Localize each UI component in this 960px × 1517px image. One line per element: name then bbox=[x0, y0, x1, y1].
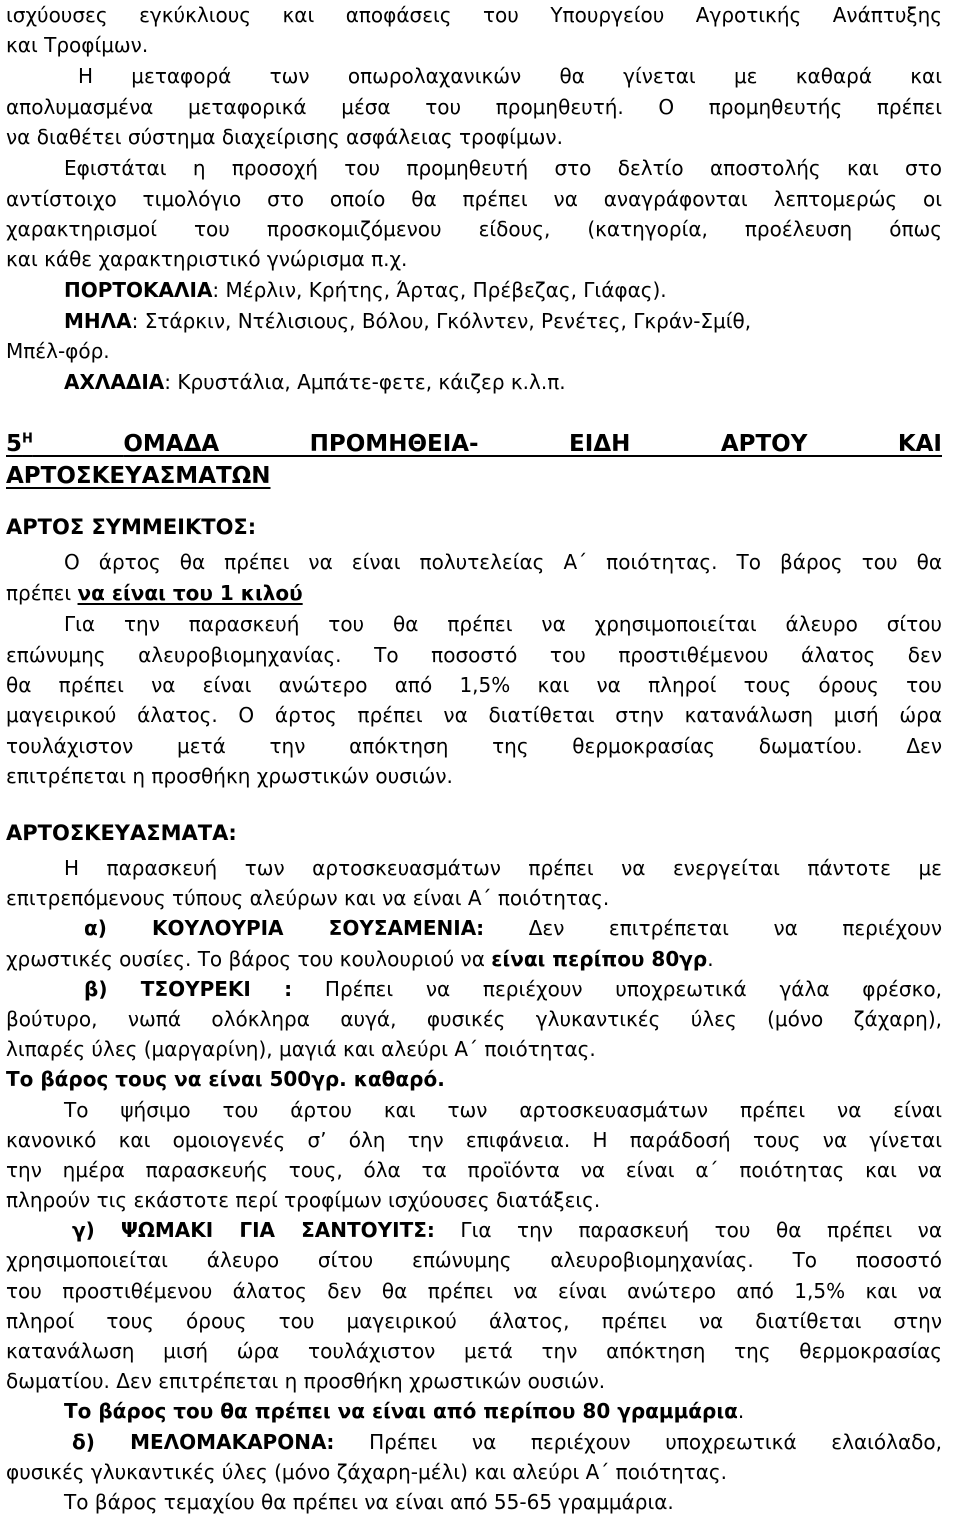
text-line: φυσικές γλυκαντικές ύλες (μόνο ζάχαρη-μέλι) και αλεύρι Α΄ ποιότητας. bbox=[6, 1460, 727, 1484]
item-c-line bbox=[72, 1215, 942, 1245]
text-line: ισχύουσες εγκύκλιους και αποφάσεις του Υπουργείου Αγροτικής Ανάπτυξης bbox=[6, 3, 942, 27]
group-heading bbox=[6, 428, 942, 460]
text-line: κανονικό και ομοιογενές σ’ όλη την επιφάνεια. Η παράδοσή τους να γίνεται bbox=[6, 1128, 942, 1152]
text-line: λιπαρές ύλες (μαργαρίνη), μαγιά και αλεύρι Α΄ ποιότητας. bbox=[6, 1037, 596, 1061]
pears-text: : Κρυστάλια, Αμπάτε-φετε, κάιζερ κ.λ.π. bbox=[164, 370, 566, 394]
weight-emphasis: είναι περίπου 80γρ bbox=[491, 947, 708, 971]
text-line: χρησιμοποιείται άλευρο σίτου επώνυμης αλευροβιομηχανίας. Το ποσοστό bbox=[6, 1248, 942, 1272]
weight-emphasis: Το βάρος του θα πρέπει να είναι από περίπου 80 γραμμάρια bbox=[64, 1399, 738, 1423]
mixed-bread-heading: ΑΡΤΟΣ ΣΥΜΜΕΙΚΤΟΣ: bbox=[6, 515, 257, 539]
text-fragment: . bbox=[737, 1399, 745, 1423]
text-line: βούτυρο, νωπά ολόκληρα αυγά, φυσικές γλυκαντικές ύλες (μόνο ζάχαρη), bbox=[6, 1007, 942, 1031]
item-c-text: Για την παρασκευή του θα πρέπει να bbox=[434, 1218, 942, 1242]
group-title: ΟΜΑΔΑ ΠΡΟΜΗΘΕΙΑ- ΕΙΔΗ ΑΡΤΟΥ ΚΑΙ bbox=[123, 431, 942, 457]
oranges-text: : Μέρλιν, Κρήτης, Άρτας, Πρέβεζας, Γιάφας). bbox=[212, 278, 667, 302]
item-b-line bbox=[84, 974, 942, 1004]
text-fragment: χρωστικές ουσίες. Το βάρος του κουλουριού να bbox=[6, 947, 492, 971]
oranges-line bbox=[64, 275, 960, 305]
text-line: αντίστοιχο τιμολόγιο στο οποίο θα πρέπει να αναγράφονται λεπτομερώς οι bbox=[6, 187, 942, 211]
pears-label: ΑΧΛΑΔΙΑ bbox=[64, 370, 165, 394]
group-heading-line2: ΑΡΤΟΣΚΕΥΑΣΜΑΤΩΝ bbox=[6, 463, 271, 489]
text-line: χαρακτηρισμοί του προσκομιζόμενου είδους, (κατηγορία, προέλευση όπως bbox=[6, 217, 942, 241]
text-line: Μπέλ-φόρ. bbox=[6, 339, 110, 363]
text-line bbox=[6, 944, 942, 974]
item-b-label: β) ΤΣΟΥΡΕΚΙ : bbox=[84, 977, 293, 1001]
text-line: επώνυμης αλευροβιομηχανίας. Το ποσοστό του προστιθέμενου άλατος δεν bbox=[6, 643, 942, 667]
text-line: του προστιθέμενου άλατος δεν θα πρέπει να είναι ανώτερο από 1,5% και να bbox=[6, 1279, 942, 1303]
text-line: Ο άρτος θα πρέπει να είναι πολυτελείας Α΄ ποιότητας. Το βάρος του θα bbox=[64, 550, 942, 574]
item-d-label: δ) ΜΕΛΟΜΑΚΑΡΟΝΑ: bbox=[72, 1430, 335, 1454]
text-line: μαγειρικού άλατος. Ο άρτος πρέπει να διατίθεται στην κατανάλωση μισή ώρα bbox=[6, 703, 942, 727]
text-line: τουλάχιστον μετά την απόκτηση της θερμοκρασίας δωματίου. Δεν bbox=[6, 734, 942, 758]
item-d-text: Πρέπει να περιέχουν υποχρεωτικά ελαιόλαδο, bbox=[334, 1430, 942, 1454]
text-line bbox=[64, 1396, 960, 1426]
text-line: και Τροφίμων. bbox=[6, 33, 149, 57]
group-superscript: Η bbox=[22, 431, 33, 447]
apples-label: ΜΗΛΑ bbox=[64, 309, 132, 333]
text-line: επιτρεπόμενους τύπους αλεύρων και να είναι Α΄ ποιότητας. bbox=[6, 886, 610, 910]
text-line: κατανάλωση μισή ώρα τουλάχιστον μετά την απόκτηση της θερμοκρασίας bbox=[6, 1339, 942, 1363]
text-line: την ημέρα παρασκευής τους, όλα τα προϊόντα να είναι α΄ ποιότητας και να bbox=[6, 1158, 942, 1182]
text-line: απολυμασμένα μεταφορικά μέσα του προμηθευτή. Ο προμηθευτής πρέπει bbox=[6, 95, 942, 119]
item-d-line bbox=[72, 1427, 942, 1457]
bakery-heading: ΑΡΤΟΣΚΕΥΑΣΜΑΤΑ: bbox=[6, 821, 237, 845]
text-line: πληρούν τις εκάστοτε περί τροφίμων ισχύουσες διατάξεις. bbox=[6, 1188, 601, 1212]
text-line: Για την παρασκευή του θα πρέπει να χρησιμοποιείται άλευρο σίτου bbox=[64, 612, 942, 636]
text-line: να διαθέτει σύστημα διαχείρισης ασφάλειας τροφίμων. bbox=[6, 125, 563, 149]
text-line: Το βάρος τεμαχίου θα πρέπει να είναι από 55-65 γραμμάρια. bbox=[64, 1490, 674, 1514]
text-line: πληροί τους όρους του μαγειρικού άλατος, πρέπει να διατίθεται στην bbox=[6, 1309, 942, 1333]
text-line bbox=[6, 578, 942, 608]
weight-emphasis: Το βάρος τους να είναι 500γρ. καθαρό. bbox=[6, 1067, 445, 1091]
text-line: Το ψήσιμο του άρτου και των αρτοσκευασμάτων πρέπει να είναι bbox=[64, 1098, 942, 1122]
weight-emphasis: να είναι του 1 κιλού bbox=[77, 581, 303, 605]
group-number: 5 bbox=[6, 431, 23, 457]
text-line: επιτρέπεται η προσθήκη χρωστικών ουσιών. bbox=[6, 764, 453, 788]
text-line: θα πρέπει να είναι ανώτερο από 1,5% και να πληροί τους όρους του bbox=[6, 673, 942, 697]
text-line: και κάθε χαρακτηριστικό γνώρισμα π.χ. bbox=[6, 247, 408, 271]
item-a-label: α) ΚΟΥΛΟΥΡΙΑ ΣΟΥΣΑΜΕΝΙΑ: bbox=[84, 916, 485, 940]
oranges-label: ΠΟΡΤΟΚΑΛΙΑ bbox=[64, 278, 213, 302]
text-fragment: . bbox=[707, 947, 714, 971]
item-a-text: Δεν επιτρέπεται να περιέχουν bbox=[484, 916, 942, 940]
text-line: Η παρασκευή των αρτοσκευασμάτων πρέπει να ενεργείται πάντοτε με bbox=[64, 856, 942, 880]
pears-line bbox=[64, 367, 960, 397]
apples-text: : Στάρκιν, Ντέλισιους, Βόλου, Γκόλντεν, Ρενέτες, Γκράν-Σμίθ, bbox=[131, 309, 752, 333]
item-c-label: γ) ΨΩΜΑΚΙ ΓΙΑ ΣΑΝΤΟΥΙΤΣ: bbox=[72, 1218, 435, 1242]
text-line: Εφιστάται η προσοχή του προμηθευτή στο δελτίο αποστολής και στο bbox=[64, 156, 942, 180]
item-b-text: Πρέπει να περιέχουν υποχρεωτικά γάλα φρέσκο, bbox=[292, 977, 942, 1001]
apples-line bbox=[64, 306, 960, 336]
text-line: δωματίου. Δεν επιτρέπεται η προσθήκη χρωστικών ουσιών. bbox=[6, 1369, 606, 1393]
text-fragment: πρέπει bbox=[6, 581, 78, 605]
text-line: Η μεταφορά των οπωρολαχανικών θα γίνεται με καθαρά και bbox=[78, 64, 942, 88]
item-a-line bbox=[84, 913, 942, 943]
